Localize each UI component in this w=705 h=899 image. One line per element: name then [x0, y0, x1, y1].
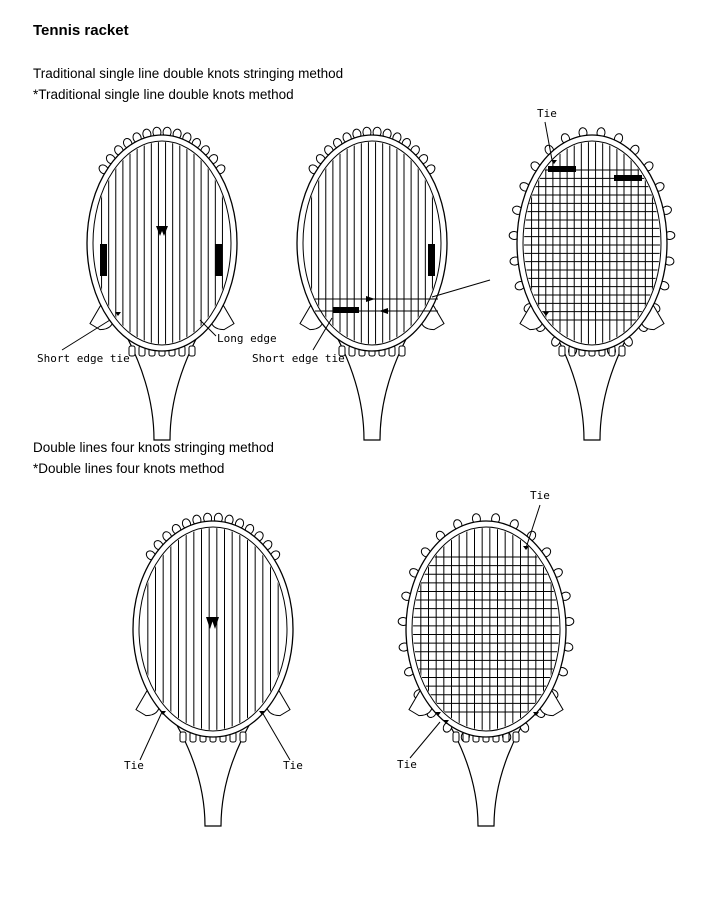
tie-label-left: Tie	[124, 759, 144, 772]
grommet	[399, 346, 405, 356]
clamp-bar	[548, 166, 576, 172]
racket-frame-outer	[517, 135, 667, 351]
section1-subcaption: *Traditional single line double knots method	[33, 87, 294, 102]
racket-frame-outer	[406, 521, 566, 737]
clamp-bar	[333, 307, 359, 313]
grommet	[180, 732, 186, 742]
short-edge-tie-label-2: Short edge tie	[252, 352, 345, 365]
short-edge-tie-label: Short edge tie	[37, 352, 130, 365]
racket-frame-outer	[133, 521, 293, 737]
section2-caption: Double lines four knots stringing method	[33, 440, 274, 455]
grommet	[513, 732, 519, 742]
racket-frame-outer	[87, 135, 237, 351]
long-edge-label: Long edge	[217, 332, 277, 345]
grommet	[619, 346, 625, 356]
leader-line	[140, 712, 162, 760]
grommet	[559, 346, 565, 356]
racket-double-mains	[133, 513, 293, 826]
leader-line	[262, 712, 290, 760]
leader-line	[410, 722, 440, 758]
leader-line	[62, 320, 110, 350]
section1-caption: Traditional single line double knots stringing method	[33, 66, 344, 81]
racket-mains-only	[87, 127, 237, 440]
clamp-bar	[215, 244, 222, 276]
racket-crosses-start	[297, 127, 447, 440]
grommet	[240, 732, 246, 742]
page-title: Tennis racket	[33, 22, 129, 39]
clamp-bar	[614, 175, 642, 181]
section2-subcaption: *Double lines four knots method	[33, 461, 225, 476]
tie-label-right: Tie	[283, 759, 303, 772]
racket-frame-outer	[297, 135, 447, 351]
tie-label-top-2: Tie	[530, 489, 550, 502]
clamp-bar	[100, 244, 107, 276]
tie-label-bottom: Tie	[397, 758, 417, 771]
tie-label-top: Tie	[537, 107, 557, 120]
clamp-bar	[428, 244, 435, 276]
grommet	[453, 732, 459, 742]
racket-double-crosses	[398, 513, 574, 826]
racket-crosses-complete	[509, 127, 675, 440]
grommet	[129, 346, 135, 356]
grommet	[189, 346, 195, 356]
